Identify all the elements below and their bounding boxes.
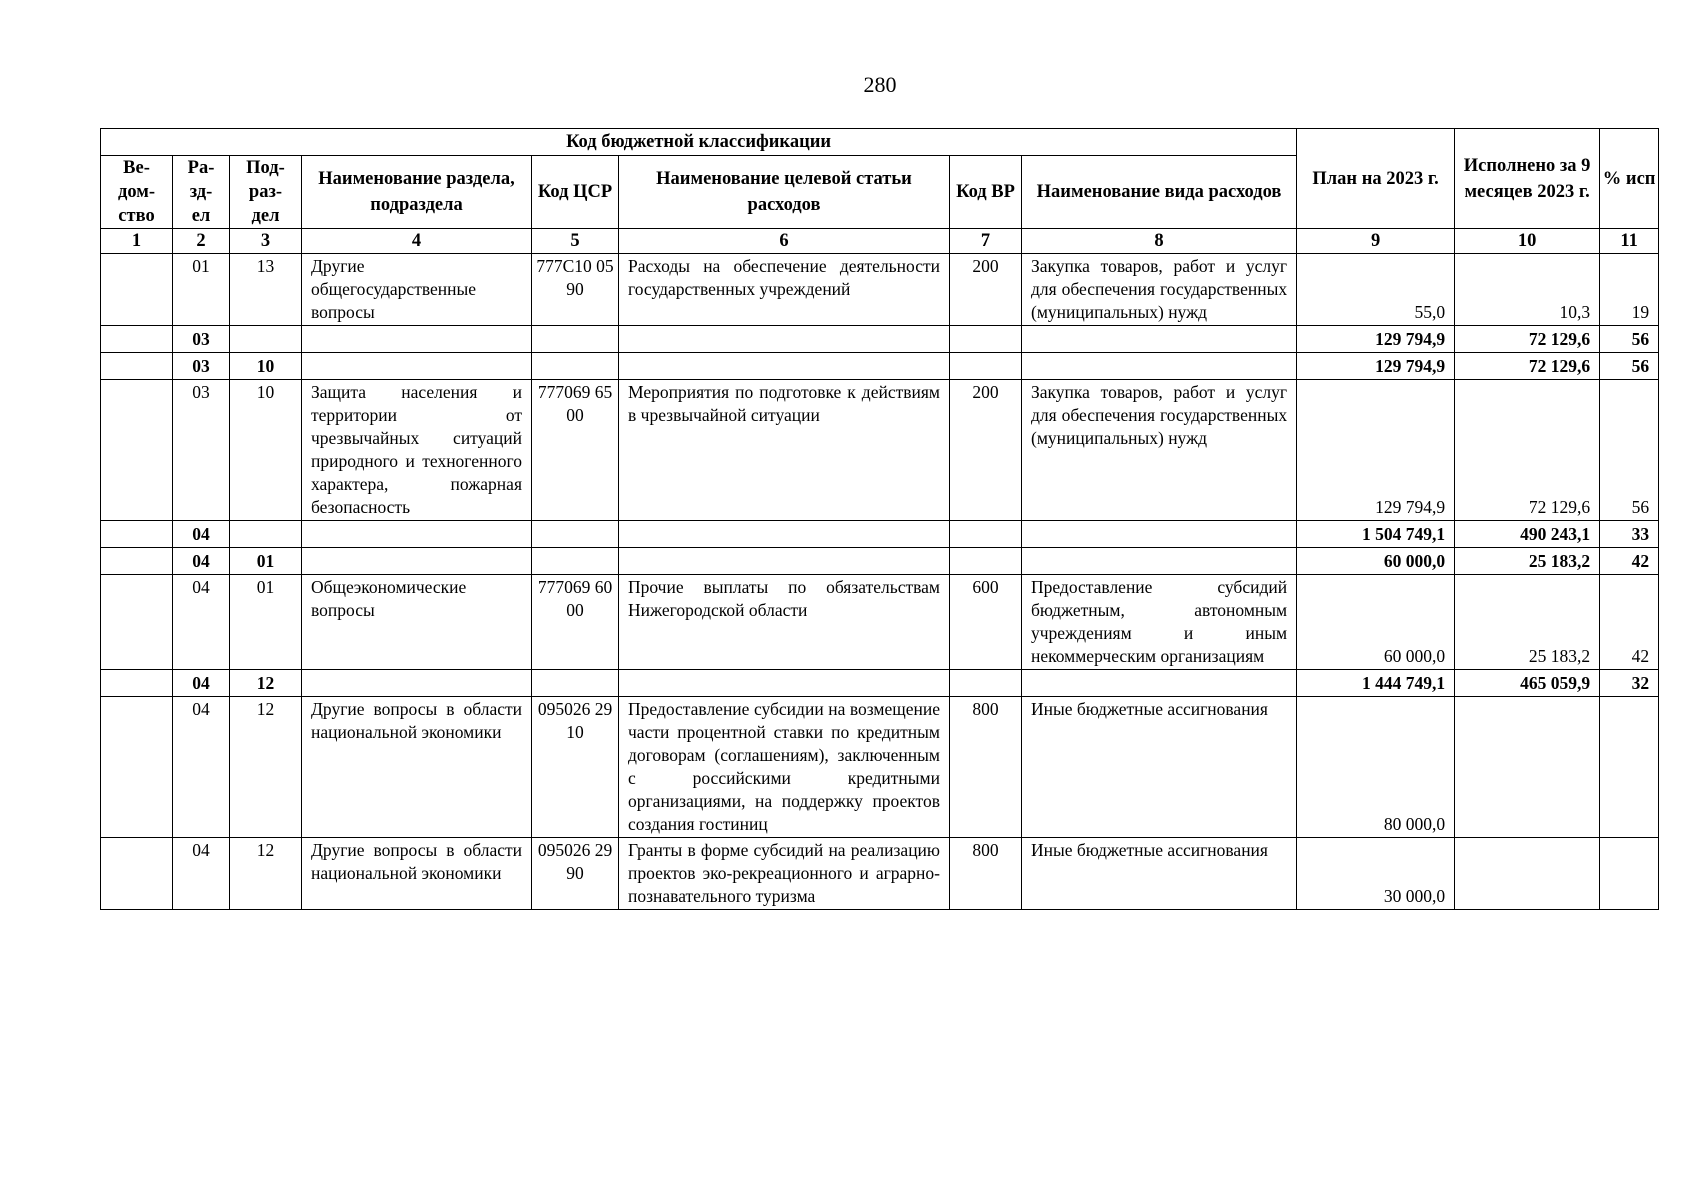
col-number: 9 bbox=[1297, 229, 1455, 254]
cell-kod-vr bbox=[950, 353, 1022, 380]
cell-kod-csr bbox=[532, 548, 619, 575]
cell-plan: 60 000,0 bbox=[1297, 575, 1455, 670]
col-number: 8 bbox=[1022, 229, 1297, 254]
cell-razdel: 03 bbox=[173, 380, 230, 521]
cell-done bbox=[1455, 838, 1600, 910]
cell-expense-type bbox=[1022, 353, 1297, 380]
cell-kod-csr bbox=[532, 326, 619, 353]
header-vedomstvo: Ве- дом- ство bbox=[101, 156, 173, 229]
column-numbers-row bbox=[101, 229, 1659, 254]
cell-razdel-name: Защита населения и территории от чрезвычайных ситуаций природного и техногенного характера, пожарная безопасность bbox=[302, 380, 532, 521]
cell-kod-csr: 777069 6500 bbox=[532, 380, 619, 521]
cell-percent: 33 bbox=[1600, 521, 1659, 548]
cell-razdel: 01 bbox=[173, 254, 230, 326]
header-podrazdel: Под- раз- дел bbox=[230, 156, 302, 229]
cell-razdel-name: Другие вопросы в области национальной экономики bbox=[302, 697, 532, 838]
cell-razdel: 04 bbox=[173, 838, 230, 910]
cell-razdel: 04 bbox=[173, 575, 230, 670]
cell-plan: 1 504 749,1 bbox=[1297, 521, 1455, 548]
cell-expense-type: Закупка товаров, работ и услуг для обеспечения государственных (муниципальных) нужд bbox=[1022, 254, 1297, 326]
cell-done: 490 243,1 bbox=[1455, 521, 1600, 548]
cell-done: 25 183,2 bbox=[1455, 548, 1600, 575]
cell-expense-type: Иные бюджетные ассигнования bbox=[1022, 838, 1297, 910]
cell-plan: 129 794,9 bbox=[1297, 326, 1455, 353]
cell-vedomstvo bbox=[101, 670, 173, 697]
cell-percent bbox=[1600, 697, 1659, 838]
cell-vedomstvo bbox=[101, 380, 173, 521]
header-razdel-name: Наименование раздела, подраздела bbox=[302, 156, 532, 229]
cell-plan: 129 794,9 bbox=[1297, 353, 1455, 380]
cell-expense-type bbox=[1022, 548, 1297, 575]
table-row-subtotal bbox=[101, 670, 1659, 697]
cell-kod-vr: 800 bbox=[950, 838, 1022, 910]
cell-kod-csr: 095026 2910 bbox=[532, 697, 619, 838]
cell-vedomstvo bbox=[101, 353, 173, 380]
cell-kod-vr: 800 bbox=[950, 697, 1022, 838]
cell-target-name bbox=[619, 548, 950, 575]
table-row bbox=[101, 254, 1659, 326]
cell-target-name bbox=[619, 670, 950, 697]
cell-kod-vr bbox=[950, 521, 1022, 548]
header-kod-csr: Код ЦСР bbox=[532, 156, 619, 229]
cell-kod-vr bbox=[950, 670, 1022, 697]
cell-razdel-name bbox=[302, 353, 532, 380]
cell-vedomstvo bbox=[101, 326, 173, 353]
cell-kod-vr: 600 bbox=[950, 575, 1022, 670]
cell-razdel: 04 bbox=[173, 670, 230, 697]
page-number: 280 bbox=[863, 72, 897, 97]
header-kod-vr: Код ВР bbox=[950, 156, 1022, 229]
cell-podrazdel bbox=[230, 521, 302, 548]
header-done: Исполнено за 9 месяцев 2023 г. bbox=[1455, 129, 1600, 229]
cell-target-name bbox=[619, 521, 950, 548]
cell-razdel-name bbox=[302, 548, 532, 575]
cell-vedomstvo bbox=[101, 521, 173, 548]
cell-razdel-name: Общеэкономические вопросы bbox=[302, 575, 532, 670]
cell-percent: 42 bbox=[1600, 575, 1659, 670]
cell-expense-type: Иные бюджетные ассигнования bbox=[1022, 697, 1297, 838]
cell-kod-csr: 777С10 0590 bbox=[532, 254, 619, 326]
cell-percent bbox=[1600, 838, 1659, 910]
table-row-subtotal bbox=[101, 353, 1659, 380]
cell-plan: 80 000,0 bbox=[1297, 697, 1455, 838]
cell-kod-csr bbox=[532, 353, 619, 380]
col-number: 1 bbox=[101, 229, 173, 254]
table-body bbox=[101, 254, 1659, 910]
col-number: 7 bbox=[950, 229, 1022, 254]
cell-razdel-name bbox=[302, 670, 532, 697]
cell-kod-csr: 095026 2990 bbox=[532, 838, 619, 910]
cell-razdel-name bbox=[302, 326, 532, 353]
cell-plan: 60 000,0 bbox=[1297, 548, 1455, 575]
cell-plan: 1 444 749,1 bbox=[1297, 670, 1455, 697]
cell-razdel: 04 bbox=[173, 548, 230, 575]
cell-kod-csr bbox=[532, 670, 619, 697]
cell-razdel: 03 bbox=[173, 326, 230, 353]
header-expense-type: Наименование вида расходов bbox=[1022, 156, 1297, 229]
cell-podrazdel: 10 bbox=[230, 353, 302, 380]
cell-expense-type bbox=[1022, 521, 1297, 548]
budget-table bbox=[100, 128, 1659, 910]
col-number: 3 bbox=[230, 229, 302, 254]
cell-percent: 19 bbox=[1600, 254, 1659, 326]
cell-done: 465 059,9 bbox=[1455, 670, 1600, 697]
cell-percent: 56 bbox=[1600, 353, 1659, 380]
cell-expense-type bbox=[1022, 670, 1297, 697]
header-target-name: Наименование целевой статьи расходов bbox=[619, 156, 950, 229]
cell-podrazdel: 12 bbox=[230, 838, 302, 910]
header-budget-classification: Код бюджетной классификации bbox=[101, 129, 1297, 156]
table-row-subtotal bbox=[101, 326, 1659, 353]
cell-target-name bbox=[619, 326, 950, 353]
cell-done: 72 129,6 bbox=[1455, 353, 1600, 380]
col-number: 4 bbox=[302, 229, 532, 254]
cell-podrazdel: 12 bbox=[230, 697, 302, 838]
cell-expense-type bbox=[1022, 326, 1297, 353]
cell-kod-vr bbox=[950, 326, 1022, 353]
cell-razdel: 04 bbox=[173, 697, 230, 838]
cell-vedomstvo bbox=[101, 838, 173, 910]
cell-percent: 56 bbox=[1600, 326, 1659, 353]
header-plan: План на 2023 г. bbox=[1297, 129, 1455, 229]
table-row-subtotal bbox=[101, 521, 1659, 548]
cell-done: 72 129,6 bbox=[1455, 380, 1600, 521]
cell-target-name bbox=[619, 353, 950, 380]
table-row-subtotal bbox=[101, 548, 1659, 575]
cell-kod-vr: 200 bbox=[950, 380, 1022, 521]
cell-podrazdel: 01 bbox=[230, 548, 302, 575]
cell-expense-type: Закупка товаров, работ и услуг для обеспечения государственных (муниципальных) нужд bbox=[1022, 380, 1297, 521]
cell-vedomstvo bbox=[101, 697, 173, 838]
cell-kod-vr bbox=[950, 548, 1022, 575]
cell-razdel-name: Другие общегосударственные вопросы bbox=[302, 254, 532, 326]
cell-razdel-name bbox=[302, 521, 532, 548]
cell-kod-csr bbox=[532, 521, 619, 548]
cell-kod-vr: 200 bbox=[950, 254, 1022, 326]
cell-done: 72 129,6 bbox=[1455, 326, 1600, 353]
cell-target-name: Гранты в форме субсидий на реализацию проектов эко-рекреационного и аграрно-познавательного туризма bbox=[619, 838, 950, 910]
cell-razdel: 04 bbox=[173, 521, 230, 548]
cell-target-name: Расходы на обеспечение деятельности государственных учреждений bbox=[619, 254, 950, 326]
table-row bbox=[101, 838, 1659, 910]
cell-razdel-name: Другие вопросы в области национальной экономики bbox=[302, 838, 532, 910]
cell-vedomstvo bbox=[101, 575, 173, 670]
cell-podrazdel: 10 bbox=[230, 380, 302, 521]
header-razdel: Ра- зд- ел bbox=[173, 156, 230, 229]
cell-expense-type: Предоставление субсидий бюджетным, автономным учреждениям и иным некоммерческим организациям bbox=[1022, 575, 1297, 670]
cell-vedomstvo bbox=[101, 548, 173, 575]
cell-plan: 55,0 bbox=[1297, 254, 1455, 326]
table-header bbox=[101, 129, 1659, 254]
cell-done: 10,3 bbox=[1455, 254, 1600, 326]
col-number: 6 bbox=[619, 229, 950, 254]
table-row bbox=[101, 575, 1659, 670]
cell-vedomstvo bbox=[101, 254, 173, 326]
cell-razdel: 03 bbox=[173, 353, 230, 380]
cell-percent: 42 bbox=[1600, 548, 1659, 575]
cell-percent: 56 bbox=[1600, 380, 1659, 521]
cell-podrazdel: 13 bbox=[230, 254, 302, 326]
header-percent: % исп bbox=[1600, 129, 1659, 229]
col-number: 5 bbox=[532, 229, 619, 254]
col-number: 11 bbox=[1600, 229, 1659, 254]
cell-done bbox=[1455, 697, 1600, 838]
cell-podrazdel: 01 bbox=[230, 575, 302, 670]
cell-podrazdel: 12 bbox=[230, 670, 302, 697]
cell-target-name: Прочие выплаты по обязательствам Нижегородской области bbox=[619, 575, 950, 670]
cell-target-name: Мероприятия по подготовке к действиям в чрезвычайной ситуации bbox=[619, 380, 950, 521]
table-row bbox=[101, 380, 1659, 521]
col-number: 10 bbox=[1455, 229, 1600, 254]
cell-percent: 32 bbox=[1600, 670, 1659, 697]
cell-podrazdel bbox=[230, 326, 302, 353]
table-row bbox=[101, 697, 1659, 838]
cell-plan: 30 000,0 bbox=[1297, 838, 1455, 910]
cell-kod-csr: 777069 6000 bbox=[532, 575, 619, 670]
cell-target-name: Предоставление субсидии на возмещение части процентной ставки по кредитным договорам (соглашениям), заключенным с российскими кредитными организациями, на поддержку проектов создания гостиниц bbox=[619, 697, 950, 838]
cell-plan: 129 794,9 bbox=[1297, 380, 1455, 521]
col-number: 2 bbox=[173, 229, 230, 254]
cell-done: 25 183,2 bbox=[1455, 575, 1600, 670]
